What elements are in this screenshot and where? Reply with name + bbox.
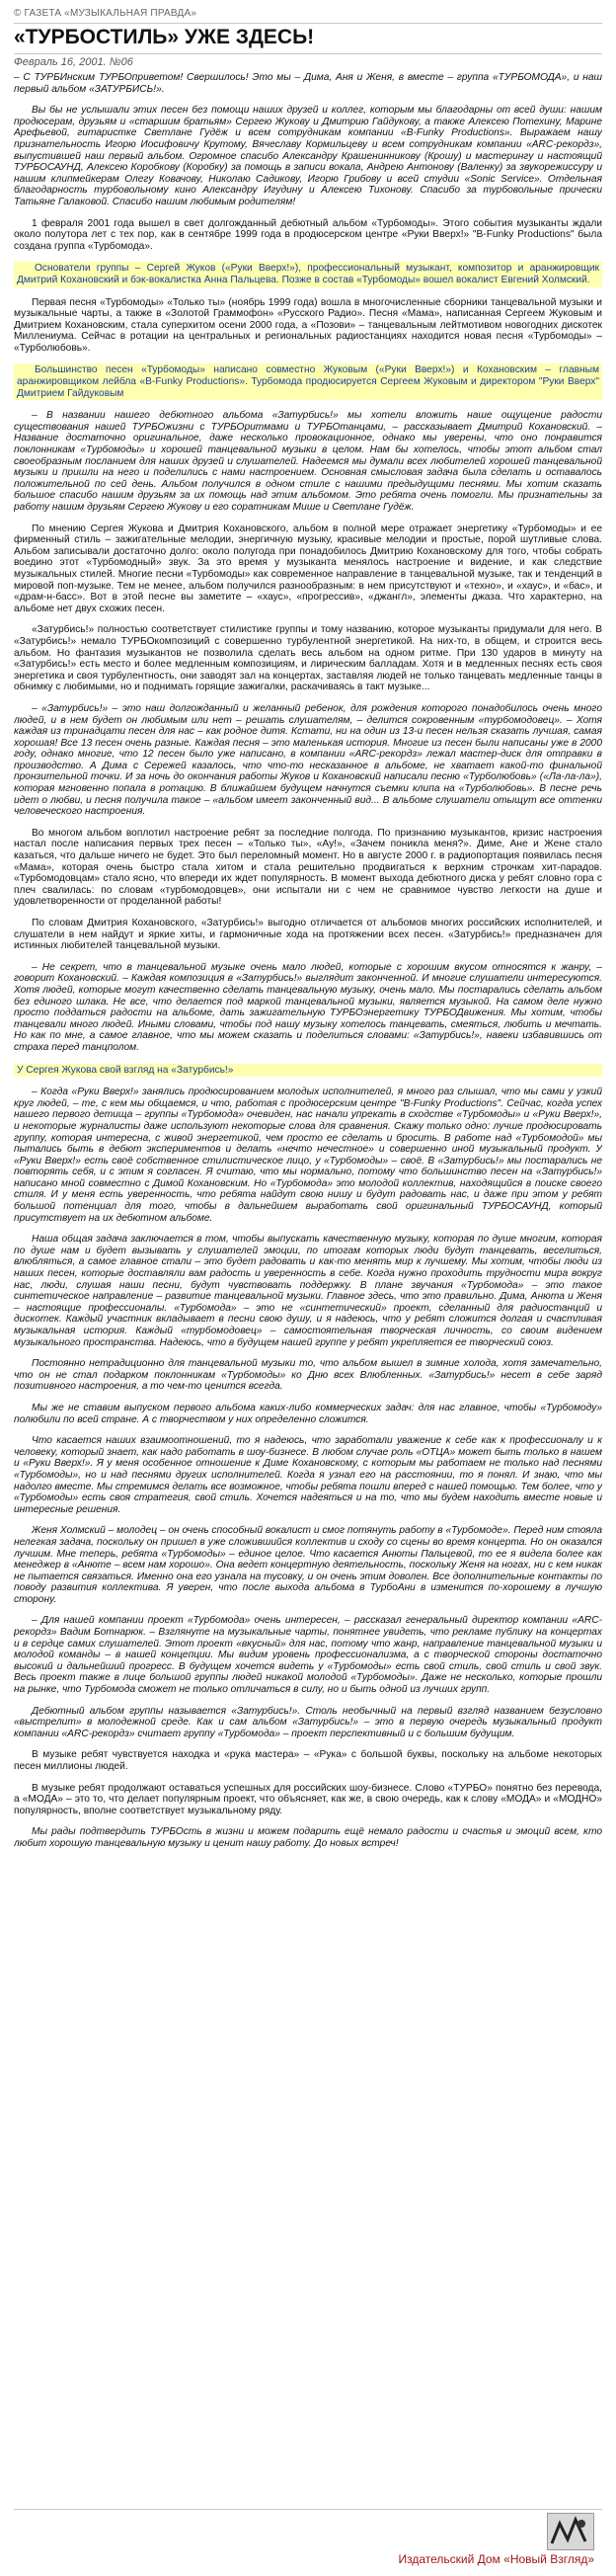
paragraph: Во многом альбом воплотил настроение ребят за последние полгода. Пo признанию музыкантов, кризис настроения настал после написания первых трех песен – «Только ты», «Ау!», «Зачем поникла меня?». Диме, Ане и Жене стало казаться, что дальше ничего не будет. Это был переломный момент. Но в августе 2000 г. в радиопортация появилась песня «Мама», которая очень быстро стала хитом и стала решительно продвигаться к верхним строчкам хит-парадов. «Турбомодовцам» стало ясно, что впереди их ждет популярность. В момент выхода дебютного диска у ребят словно гора с плеч свалилась: по словам «турбомодовцев», они испытали ни с чем не сравнимое чувство легкости на душе и удовлетворенности от проделанной работы! [14,827,602,908]
highlight-box [14,363,602,400]
highlight-box [14,1064,602,1078]
paragraph: В музыке ребят чувствуется находка и «рука мастера» – «Рука» с большой буквы, поскольку на альбоме некоторых песен миллионы людей. [14,1749,602,1772]
divider [14,53,602,54]
quote-paragraph: – Когда «Руки Вверх!» занялись продюсированием молодых исполнителей, я много раз слышал, что мы сами у узкий круг людей, – те, с кем мы общаемся, и что, работая с продюсерским центре "B-Funky Productions". Сейчас, когда успех нашего первого детища – группы «Турбомода» очевиден, нас начали упрекать в сходстве «Турбомоды» и «Руки Вверх!», и некоторые журналисты даже используют некоторые слова для сравнения. Скажу только одно: лучше продюсировать группу, которая интересна, с живой энергетикой, чем просто ее сделать и бросить. В работе над «Турбомодой» мы пытались быть в дебют экспериментов и делать «нечто нечестное» и совершенно иной музыкальный продукт. У «Руки Вверх!» есть своё собственное стилистическое лицо, у «Турбомоды» – своё. В «Затурбись!» мы постарались не повторять себя, и с этим я согласен. Я считаю, что мы нормально, потому что большинство песен на «Затурбись!» написано мной совместно с Димой Кохановским. Но «Турбомода» это молодой коллектив, находящийся в поиске своего стиля. И у меня есть уверенность, что ребята найдут свою нишу и будут радовать нас, и даже при этом у ребят большой потенциал для того, чтобы в дальнейшем выработать свой оригинальный ТУРБОСАУНД, который присутствует на их дебютном альбоме. [14,1087,602,1224]
publisher-name[interactable]: Издательский Дом «Новый Взгляд» [398,2552,594,2566]
divider [14,23,602,24]
quote-paragraph: – «Затурбись!» – это наш долгожданный и желанный ребенок, для рождения которого понадобилось очень много людей, и в нем будет он любимым или нет – решать слушателям, – делится сокровенным «турбомодовец». – Хотя каждая из тринадцати песен для нас – как родное дитя. Кстати, ни на один из 13-и песен нельзя сказать лучшая, самая хорошая! Все 13 песен очень разные. Каждая песня – это маленькая история. Многие из песен были написаны уже в 2000 году, однако многие, что 12 песен было уже написано, в компании «ARC-рекордз» лежал мастер-диск для отправки в производство. А Дима с Сережей казалось, что что-то несказанное в альбоме, не хватает какой-то финальной пронзительной точки. И за ночь до окончания работы Жуков и Кохановский написали песню «Турболюбовь» («Ла-ла-ла»), которая мгновенно попала в ротацию. В ближайшем будущем начнутся съемки клипа на «Турболюбовь». В песне речь идет о любви, и песня получила такое – «альбом имеет законченный вид... В альбоме слушатели отыщут все оттенки человеческого настроения. [14,702,602,818]
paragraph: По мнению Сергея Жукова и Дмитрия Кохановского, альбом в полной мере отражает энергетику «Турбомоды» и ее фирменный стиль – зажигательные мелодии, энергичную музыку, красивые мелодии и простые, порой шутливые слова. Альбом записывали достаточно долго: около полугода при понадобилось Дмитрию Кохановскому для того, чтобы собрать воедино этот «Турбомодный» звук. За это время у музыканта менялось настроение и видение, и как следствие музыкальных стилей. Многие песни «Турбомоды» как современное направление в танцевальной музыке, так и тенденций в мировой поп-музыке. Тем не менее, альбом получился разнообразным: в нем присутствуют и «техно», и «хаус», и «бас», и «драм-н-басс». Вот в этой песне вы заметите – «хаус», «прогрессив», «джангл», элементы джаза. Что характерно, на альбоме нет двух схожих песен. [14,523,602,614]
quote-paragraph: Постоянно нетрадиционно для танцевальной музыки то, что альбом вышел в зимние холода, хотя замечательно, что он не стал подарком поклонникам «Турбомоды» ко Дню всех Влюбленных. «Затурбись!» несет в себе заряд позитивного настроения, а то чем-то ценится всегда. [14,1358,602,1393]
quote-paragraph: Женя Холмский – молодец – он очень способный вокалист и смог потянуть работу в «Турбомоде». Перед ним стояла нелегкая задача, поскольку он пришел в уже сложившийся коллектив и сходу со сцены во время концерта. Но он оказался лучшим. Мне теперь, ребята «Турбомоды» – единое целое. Что касается Анюты Пальцевой, то ее я видела более как менеджер в «Анюте – всем нам хорошо». Она ведет концертную деятельность, поскольку Женя на ногах, ни с кем никак не пытается связаться. Именно она его узнала на тусовку, и он очень этим доволен. Все дополнительные контакты по поводу развития коллектива. Я уверен, что после выхода альбома в ТурбоАни в изменится по-хорошему в лучшую сторону. [14,1525,602,1605]
highlight-text: Основатели группы – Сергей Жуков («Руки Вверх!»), профессиональный музыкант, композитор и аранжировщик Дмитрий Кохановский и бэк-вокалистка Анна Пальцева. Позже в состав «Турбомоды» вошел вокалист Евгений Холмский. [17,263,599,285]
footer [14,2509,602,2568]
highlight-text: Большинство песен «Турбомоды» написано совместно Жуковым («Руки Вверх!») и Кохановским – главным аранжировщиком лейбла «B-Funky Productions». Турбомода продюсируется Сергеем Жуковым и директором "Руки Вверх" Дмитрием Гайдуковым [17,364,599,399]
paragraph: «Затурбись!» полностью соответствует стилистике группы и тому названию, которое музыканты придумали для него. В «Затурбись!» немало ТУРБОкомпозиций с совершенно турбулентной энергетикой. На них-то, в общем, и строится весь альбом. Но фантазия музыкантов не позволила сделать весь альбом на одном ритме. При 130 ударов в минуту на «Затурбись!» есть место и более медленным композициям, и лирическим балладам. Хотя и в медленных песнях есть своя энергетика и своя турбулентность, они заводят зал на концертах, заставляя людей не только танцевать медленные танцы в обнимку с любимыми, но и поднимать горящие зажигалки, раскачиваясь в такт музыке... [14,624,602,693]
divider [14,2509,602,2510]
quote-paragraph: Мы же не ставим выпуском первого альбома каких-либо коммерческих задач: для нас главное, чтобы «Турбомоду» полюбили по всей стране. А с творчеством у них определенно сложится. [14,1402,602,1425]
quote-paragraph: Мы рады подтвердить ТУРБОсть в жизни и можем подарить ещё немало радости и счастья и эмоций всем, кто любит хорошую танцевальную музыку и ценит нашу работу. До новых встреч! [14,1826,602,1849]
paragraph: В музыке ребят продолжают оставаться успешных для российских шоу-бизнесе. Слово «ТУРБО» понятно без перевода, а «МОДА» – это то, что делает популярным проект, что объясняет, как же, в свою очередь, как к слову «МОДА» и «МОДНО» популярность, вполне соответствует музыкальному ряду. [14,1782,602,1816]
quote-paragraph: – Для нашей компании проект «Турбомода» очень интересен, – рассказал генеральный директор компании «ARC-рекордз» Вадим Ботнарюк. – Взглянуте на музыкальные чарты, понятнее увидеть, что рекламе публику на концертах и в сердце самих слушателей. Этот проект «вкусный» для нас, потому что жанр, направление танцевальной музыки и молодой команды – в нашей концепции. Мы видим уровень профессионализма, а с творческой стороны достаточно высокий и дальнейший прогресс. В будущем хочется видеть у «Турбомоды» есть свой стиль, свой стиль и свой звук. Весь проект также в лице большой группы людей никакой молодой «Турбомоды». Даже не несколько, которые прошли на рынке, что Турбомода сможет не только отличаться в силу, но и быть одной из лучших групп. [14,1615,602,1696]
acknowledgements-paragraph: Вы бы не услышали этих песен без помощи наших друзей и коллег, которым мы благодарны от всей души: нашим продюсерам, друзьям и «старшим братьям» Сергею Жукову и Дмитрию Гайдукову, а также Алексею Потехину, Марине Арефьевой, гитаристке Светлане Гудёж и всем сотрудникам компании «B-Funky Productions». Выражаем нашу признательность Игорю Иосифовичу Крутому, Вячеславу Кормильцеву и всем сотрудникам компании «ARC-рекордз», выпустившей наш первый альбом. Огромное спасибо Александру Крашенинникову (Крошу) и мастерингу и настоящий ТУРБОСАУНД, Алексею Коробкову (Коробку) за помощь в записи вокала, Андрею Антонову (Валенку) за звукорежиссуру и нашим клипмейкерам Олегу Ковачову, Николаю Садикову, Игорю Грибову и всей студии «Sonic Service». Отдельная благодарность турбовольному кино Александру Игудину и Алексею Тихонову. Спасибо за турбовольные прически Татьяне Галаковой. Спасибо нашим любимым родителям! [14,105,602,207]
article-date: Февраль 16, 2001. №06 [14,56,133,68]
paragraph: По словам Дмитрия Кохановского, «Затурбись!» выгодно отличается от альбомов многих российских исполнителей, и слушатели в нем найдут и яркие хиты, и гармоничные хода на протяжении всех песен. «Затурбись!» предназначен для истинных любителей танцевальной музыки. [14,918,602,952]
paragraph: 1 февраля 2001 года вышел в свет долгожданный дебютный альбом «Турбомоды». Этого события музыканты ждали около полутора лет с тех пор, как в сентябре 1999 года в продюсерском центре «Руки Вверх!» "B-Funky Productions" была создана группа «Турбомода». [14,217,602,252]
quote-paragraph: – Не секрет, что в танцевальной музыке очень мало людей, которые с хорошим вкусом относятся к жанру, – говорит Кохановский. – Каждая композиция в «Затурбись!» выглядит законченной. И многие слушатели интересуются. Хотя людей, которые могут качественно сделать танцевальную музыку, очень мало. Мы постарались сделать альбом без единого шлака. Не все, что делается под маркой танцевальной музыки, является музыкой. На самом деле нужно просто поддаться радости на альбоме, дать зажигательную ТУРБОэнергетику ТУРБОДвижения. Мы хотим, чтобы танцевали много людей. Иными словами, чтобы под нашу музыку хотелось танцевать, смеяться, любить и мечтать. Но как по мне, а самое главное, что мы можем сказать и поделиться словами: «Затурбись!», навеки избавившись от страха перед танцполом. [14,961,602,1053]
publisher-logo[interactable] [547,2513,594,2550]
quote-paragraph: Что касается наших взаимоотношений, то я надеюсь, что заработали уважение к себе как к профессионалу и к человеку, который знает, как надо работать в шоу-бизнесе. В любом случае роль «ОТЦА» может быть только в нашем и «Руки Вверх!». Я у меня особенное отношение к Диме Кохановскому, с которым мы работаем не только над песнями «Турбомоды», но и над песнями других исполнителей. Когда я узнал его на расстоянии, то я понял. И знаю, что мы надолго вместе. Мы стремимся делать все возможное, чтобы ребята пошли вперед с нашей помощью. Тем более, что у «Турбомоды» есть своя стратегия, свой стиль. Хочется надеяться и на то, что мы будем находить вместе новые и интересные решения. [14,1435,602,1515]
article-content [14,8,602,2507]
article-title: «ТУРБОСТИЛЬ» УЖЕ ЗДЕСЬ! [14,26,315,48]
quote-paragraph: Дебютный альбом группы называется «Затурбись!». Столь необычный на первый взгляд названием безусловно «выстрелит» в молодежной среде. Как и сам альбом «Затурбись!» – это в первую очередь музыкальный продукт компании «ARC-рекордз» считает группу «Турбомода» – проект перспективный и с большим будущим. [14,1705,602,1739]
paragraph: Первая песня «Турбомоды» «Только ты» (ноябрь 1999 года) вошла в многочисленные сборники танцевальной музыки и музыкальные чарты, а также в «Золотой Граммофон» «Русского Радио». Песня «Мама», написанная Сергеем Жуковым и Дмитрием Кохановским, стала суперхитом осени 2000 года, а «Позови» – танцевальным лейтмотивом новогодних дискотек Миллениума. Сейчас в ротации на центральных и региональных радиостанциях находится новая песня «Турбомоды» – «Турболюбовь». [14,296,602,354]
quote-paragraph: Наша общая задача заключается в том, чтобы выпускать качественную музыку, которая по душе многим, которая по душе нам и будет вызывать у слушателей эмоции, по итогам которых люди будут танцевать, веселиться, влюбляться, а самое главное стали – это будет радовать и как-то менять мир к лучшему. Мы хотим, чтобы люди из наших песен, которые доставляли вам радость и уверенность в себе. Когда нужно проходить трудности мира вокруг нас, люди, слушая наши песни, будут чувствовать поддержку. В плане звучания «Турбомода» – это такое синтетическое направление – развитие танцевальной музыки. Главное здесь, что это правильно. Дима, Анюта и Женя – настоящие профессионалы. «Турбомода» – это не «синтетический» проект, сделанный для радиостанций и дискотек. Каждый участник вкладывает в песни свою душу, и я надеюсь, что у ребят сложится долгая и счастливая музыкальная история. Каждый «турбомодовец» – самостоятельная творческая личность, со своим видением музыкального пространства. Надеюсь, что в будущем нашей группе у ребят укрепляется ее творческий союз. [14,1234,602,1348]
highlight-box [14,262,602,286]
article-body [14,72,602,1850]
intro-paragraph: – С ТУРБИнским ТУРБОприветом! Свершилось! Это мы – Дима, Аня и Женя, в вместе – группа «ТУРБОМОДА», и наш первый альбом «ЗАТУРБИСЬ!». [14,72,602,95]
quote-paragraph: – В названии нашего дебютного альбома «Затурбись!» мы хотели вложить наше ощущение радости существования нашей ТУРБОжизни с ТУРБОритмами и ТУРБОтанцами, – рассказывает Дмитрий Кохановский. – Название достаточно оригинальное, даже несколько провокационное, однако мы уверены, что оно понравится поклонникам «Турбомоды» и хорошей танцевальной музыки в целом. Нам бы хотелось, чтобы этот альбом стал своеобразным посланием для наших друзей и слушателей. Надеемся мы думали всех любителей хорошей танцевальной музыки и пришли на него и поделились с нами настроением. Основная смысловая задача была сделать и оставалось положительной по сей день. Альбом получился в одном стиле с нашими предыдущими песнями. Мы хотим сказать большое спасибо нашим друзьям за их помощь над этим альбомом. Это ребята очень помогли. Мы признательны за работу нашим друзьям Сергею Жукову и его соратникам Мише и Светлане Гудёж. [14,410,602,513]
subheading: У Сергея Жукова свой взгляд на «Затурбись!» [17,1064,234,1076]
article-source: © ГАЗЕТА «МУЗЫКАЛЬНАЯ ПРАВДА» [14,8,197,19]
publisher-logo-image [548,2514,593,2549]
